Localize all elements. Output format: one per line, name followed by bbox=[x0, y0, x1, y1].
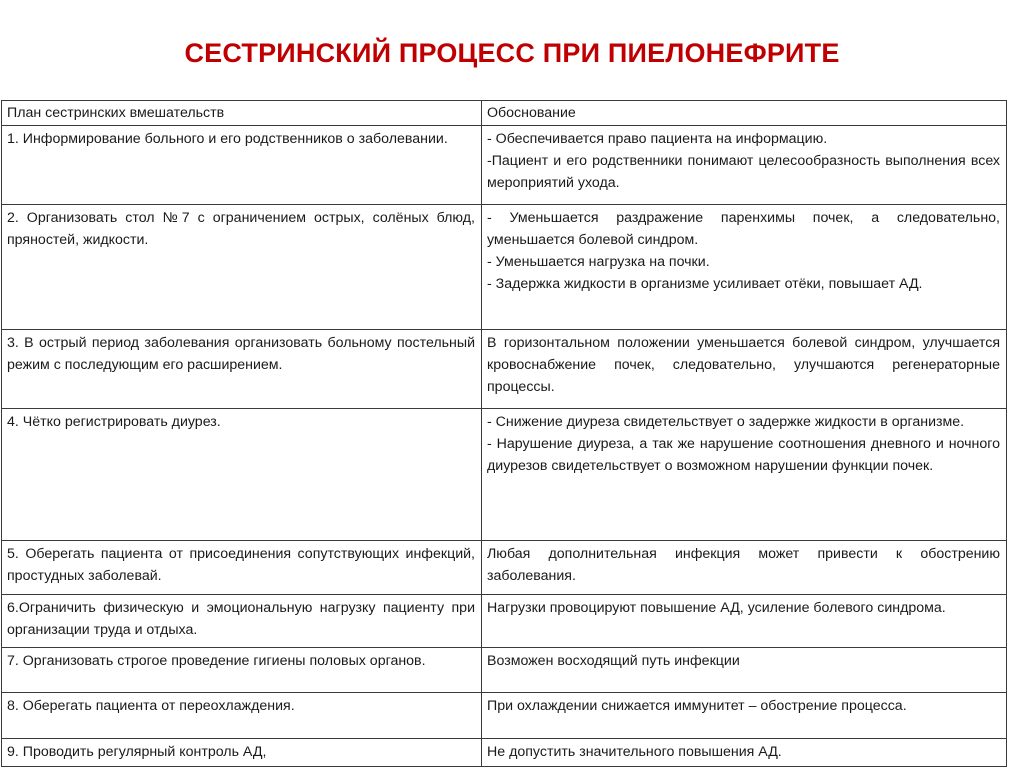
nursing-process-table bbox=[1, 100, 1007, 767]
reason-cell bbox=[482, 541, 1007, 595]
plan-text: 1. Информирование больного и его родственников о заболевании. bbox=[7, 131, 448, 147]
plan-cell bbox=[2, 595, 482, 648]
table-row bbox=[2, 205, 1007, 330]
table-row bbox=[2, 595, 1007, 648]
reason-cell bbox=[482, 693, 1007, 739]
plan-text: 3. В острый период заболевания организовать больному постельный режим с последующим его расширением. bbox=[7, 335, 475, 373]
plan-text: 2. Организовать стол №7 с ограничением острых, солёных блюд, пряностей, жидкости. bbox=[7, 210, 475, 248]
plan-text: 4. Чётко регистрировать диурез. bbox=[7, 414, 221, 430]
reason-line: - Задержка жидкости в организме усиливает отёки, повышает АД. bbox=[487, 276, 923, 292]
reason-line: - Обеспечивается право пациента на информацию. bbox=[487, 131, 828, 147]
reason-cell bbox=[482, 205, 1007, 330]
reason-cell bbox=[482, 126, 1007, 205]
reason-line: Любая дополнительная инфекция может привести к обострению заболевания. bbox=[487, 546, 1000, 584]
reason-line: - Нарушение диуреза, а так же нарушение соотношения дневного и ночного диурезов свидетельствует о возможном нарушении функции почек. bbox=[487, 436, 1000, 474]
plan-cell bbox=[2, 205, 482, 330]
table-row bbox=[2, 648, 1007, 693]
plan-cell bbox=[2, 409, 482, 541]
table-row bbox=[2, 541, 1007, 595]
table-row bbox=[2, 693, 1007, 739]
table-header-row bbox=[2, 101, 1007, 126]
plan-text: 8. Оберегать пациента от переохлаждения. bbox=[7, 698, 295, 714]
plan-cell bbox=[2, 648, 482, 693]
reason-line: - Уменьшается раздражение паренхимы почек, а следовательно, уменьшается болевой синдром. bbox=[487, 210, 1000, 248]
reason-line: - Уменьшается нагрузка на почки. bbox=[487, 254, 710, 270]
column-header-plan: План сестринских вмешательств bbox=[2, 101, 482, 126]
reason-line: Нагрузки провоцируют повышение АД, усиление болевого синдрома. bbox=[487, 600, 946, 616]
plan-text: 5. Оберегать пациента от присоединения сопутствующих инфекций, простудных заболевай. bbox=[7, 546, 475, 584]
reason-cell bbox=[482, 595, 1007, 648]
reason-line: -Пациент и его родственники понимают целесообразность выполнения всех мероприятий ухода. bbox=[487, 153, 1000, 191]
reason-cell bbox=[482, 409, 1007, 541]
table-row bbox=[2, 330, 1007, 409]
page-title: СЕСТРИНСКИЙ ПРОЦЕСС ПРИ ПИЕЛОНЕФРИТЕ bbox=[184, 38, 840, 68]
reason-line: Не допустить значительного повышения АД. bbox=[487, 744, 782, 760]
table-row bbox=[2, 126, 1007, 205]
reason-line: - Снижение диуреза свидетельствует о задержке жидкости в организме. bbox=[487, 414, 965, 430]
plan-cell bbox=[2, 739, 482, 767]
table-row bbox=[2, 739, 1007, 767]
column-header-reason: Обоснование bbox=[482, 101, 1007, 126]
plan-text: 6.Ограничить физическую и эмоциональную нагрузку пациенту при организации труда и отдыха. bbox=[7, 600, 475, 638]
plan-cell bbox=[2, 330, 482, 409]
plan-text: 9. Проводить регулярный контроль АД, bbox=[7, 744, 267, 760]
reason-cell bbox=[482, 739, 1007, 767]
reason-line: В горизонтальном положении уменьшается болевой синдром, улучшается кровоснабжение почек, следовательно, улучшаются регенераторные процессы. bbox=[487, 335, 1000, 395]
reason-line: При охлаждении снижается иммунитет – обострение процесса. bbox=[487, 698, 907, 714]
reason-cell bbox=[482, 648, 1007, 693]
reason-line: Возможен восходящий путь инфекции bbox=[487, 653, 740, 669]
plan-cell bbox=[2, 126, 482, 205]
plan-cell bbox=[2, 693, 482, 739]
table-row bbox=[2, 409, 1007, 541]
reason-cell bbox=[482, 330, 1007, 409]
plan-cell bbox=[2, 541, 482, 595]
plan-text: 7. Организовать строгое проведение гигиены половых органов. bbox=[7, 653, 426, 669]
